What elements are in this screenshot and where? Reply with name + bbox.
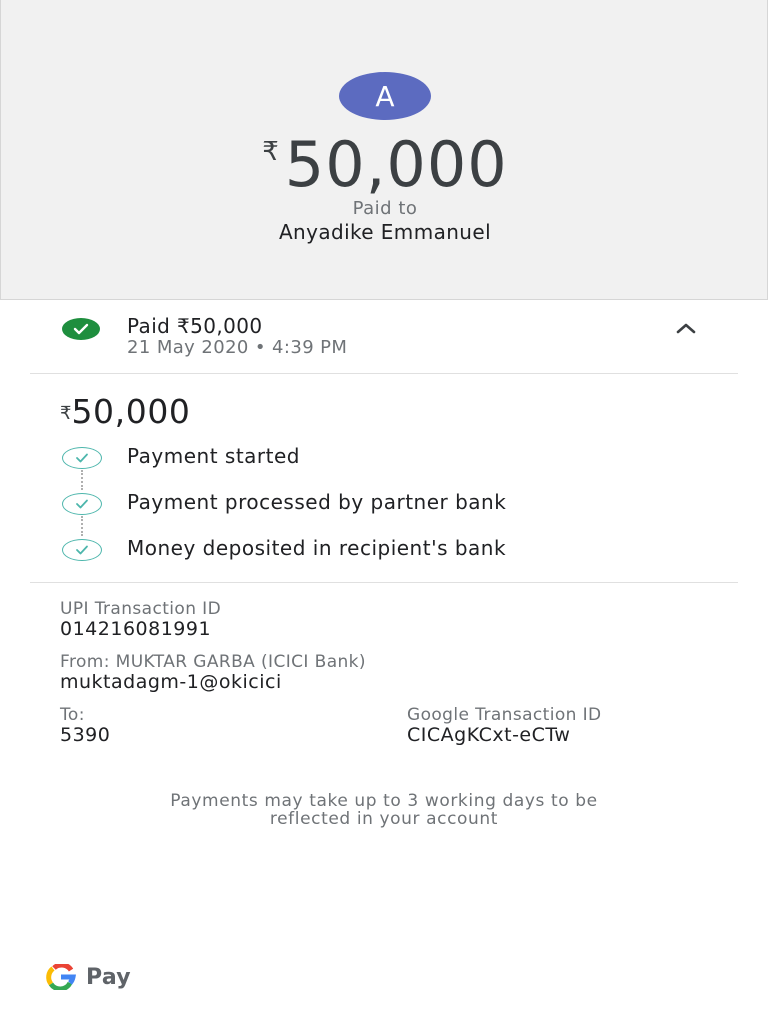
avatar: [339, 72, 431, 120]
google-pay-brand: [44, 964, 131, 990]
step-connector: [81, 516, 83, 536]
step-connector: [81, 470, 83, 490]
step-item: [62, 536, 742, 564]
avatar-letter: A: [375, 79, 395, 113]
breakdown-currency-symbol: ₹: [60, 403, 72, 424]
step-check-icon: [62, 493, 102, 515]
divider: [30, 582, 738, 583]
step-label: Payment processed by partner bank: [127, 490, 507, 514]
google-g-icon: [44, 964, 78, 990]
upi-transaction-id-label: UPI Transaction ID: [60, 599, 222, 619]
status-datetime: 21 May 2020 • 4:39 PM: [127, 337, 348, 358]
divider: [30, 373, 738, 374]
step-item: [62, 444, 742, 472]
breakdown-amount-value: 50,000: [71, 392, 191, 431]
payee-name: Anyadike Emmanuel: [278, 220, 492, 244]
payment-header: [0, 0, 768, 300]
settlement-note: [0, 792, 768, 828]
from-label: From: MUKTAR GARBA (ICICI Bank): [60, 652, 366, 672]
amount-value: 50,000: [284, 128, 508, 201]
from-value[interactable]: muktadagm-1@okicici: [60, 671, 282, 693]
step-label: Payment started: [127, 444, 300, 468]
step-item: [62, 490, 742, 518]
currency-symbol: ₹: [262, 137, 279, 167]
google-transaction-id-value[interactable]: CICAgKCxt-eCTw: [407, 724, 571, 746]
paid-to-label: Paid to: [352, 198, 418, 219]
to-label: To:: [60, 705, 85, 725]
check-circle-icon: [62, 318, 100, 340]
google-transaction-id-label: Google Transaction ID: [407, 705, 602, 725]
chevron-up-icon[interactable]: [674, 320, 698, 336]
brand-text: Pay: [86, 964, 131, 990]
upi-transaction-id-value[interactable]: 014216081991: [60, 618, 212, 640]
step-check-icon: [62, 539, 102, 561]
note-line-1: Payments may take up to 3 working days to be: [170, 791, 598, 811]
status-row[interactable]: [62, 314, 712, 364]
to-value[interactable]: 5390: [60, 724, 111, 746]
amount-display: [1, 128, 768, 201]
breakdown-amount: [60, 392, 191, 431]
status-title: Paid ₹50,000: [127, 314, 263, 338]
step-check-icon: [62, 447, 102, 469]
note-line-2: reflected in your account: [269, 809, 499, 829]
step-label: Money deposited in recipient's bank: [127, 536, 507, 560]
